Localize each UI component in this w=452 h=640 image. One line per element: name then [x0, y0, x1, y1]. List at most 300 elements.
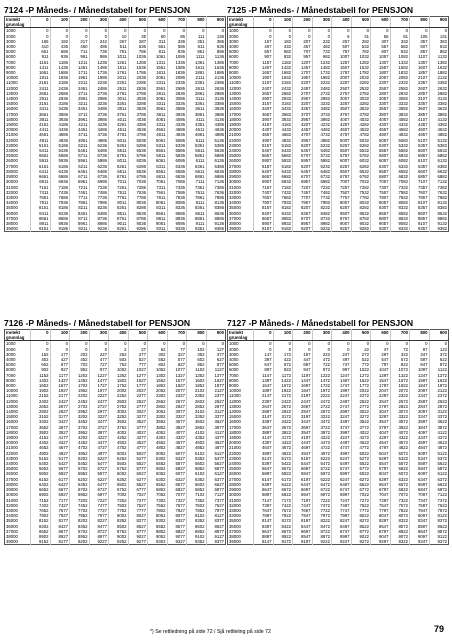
tax-cell: 7777 [128, 508, 148, 513]
tax-cell: 3802 [148, 425, 168, 430]
tax-cell: 397 [254, 357, 274, 362]
tax-cell: 9027 [128, 534, 148, 539]
tax-cell: 2252 [109, 393, 129, 398]
tax-cell: 202 [70, 352, 90, 357]
tax-cell: 4327 [167, 435, 187, 440]
tax-cell: 0 [410, 341, 430, 347]
tax-cell: 586 [167, 44, 187, 49]
tax-cell: 447 [293, 357, 313, 362]
income-cell: 11000 [6, 393, 18, 399]
tax-cell: 7107 [410, 179, 430, 184]
tax-cell: 4727 [89, 445, 109, 450]
income-cell: 1000 [6, 341, 16, 347]
tax-cell: 122 [429, 347, 449, 352]
tax-cell: 4597 [410, 440, 430, 445]
income-cell: 32000 [6, 189, 18, 195]
tax-cell: 7622 [429, 503, 449, 508]
tax-cell: 127 [206, 347, 226, 352]
tax-cell: 5252 [109, 456, 129, 461]
tax-cell: 247 [332, 352, 352, 357]
tax-cell: 6682 [273, 174, 293, 179]
tax-cell: 986 [89, 54, 109, 59]
tax-cell: 6952 [70, 492, 90, 497]
tax-cell: 1982 [312, 75, 332, 80]
tax-cell: 232 [312, 39, 332, 44]
tax-cell: 4972 [312, 451, 332, 456]
tax-cell: 3422 [273, 419, 293, 424]
tax-cell: 3132 [429, 96, 449, 101]
tax-cell: 7252 [109, 498, 129, 503]
tax-cell: 6 [332, 34, 352, 39]
tax-cell: 7577 [167, 503, 187, 508]
tax-cell: 4147 [254, 435, 274, 440]
tax-cell: 777 [128, 362, 148, 367]
tax-cell: 4582 [390, 127, 410, 132]
tax-cell: 7482 [312, 190, 332, 195]
tax-cell: 6186 [50, 164, 70, 169]
tax-cell: 7682 [273, 195, 293, 200]
tax-cell: 1272 [351, 373, 371, 378]
tax-cell: 3522 [351, 419, 371, 424]
tax-cell: 6432 [273, 169, 293, 174]
tax-cell: 6122 [429, 471, 449, 476]
income-cell: 19000 [6, 122, 18, 128]
income-cell: 11000 [229, 80, 241, 86]
income-cell: 21000 [6, 132, 18, 138]
tax-cell: 3102 [187, 409, 207, 414]
tax-cell: 4077 [167, 430, 187, 435]
tax-cell: 7986 [89, 200, 109, 205]
tax-cell: 6482 [312, 169, 332, 174]
tax-cell: 3482 [312, 106, 332, 111]
tax-cell: 3552 [148, 419, 168, 424]
tax-cell: 8672 [273, 529, 293, 534]
tax-cell: 5302 [148, 456, 168, 461]
tax-cell: 3997 [332, 430, 352, 435]
tax-cell: 7182 [273, 185, 293, 190]
tax-cell: 8886 [206, 216, 226, 221]
tax-cell: 8377 [206, 518, 226, 523]
tax-cell: 1197 [293, 373, 313, 378]
tax-cell: 3152 [31, 414, 51, 419]
tax-cell: 1152 [31, 373, 51, 378]
tax-cell: 3536 [128, 106, 148, 111]
income-cell: 8000 [229, 64, 239, 70]
tax-cell: 7302 [148, 498, 168, 503]
tax-cell: 1802 [148, 383, 168, 388]
tax-cell: 8161 [31, 205, 51, 210]
income-cell: 18000 [6, 116, 18, 122]
tax-cell: 7797 [371, 508, 391, 513]
income-cell: 5000 [229, 49, 239, 55]
tax-cell: 8722 [312, 529, 332, 534]
tax-cell: 5061 [148, 138, 168, 143]
tax-cell: 2086 [167, 75, 187, 80]
tax-cell: 4982 [312, 138, 332, 143]
tax-cell: 1136 [206, 54, 226, 59]
tax-cell: 8707 [293, 216, 313, 221]
tax-cell: 3986 [89, 117, 109, 122]
tax-cell: 3682 [273, 112, 293, 117]
tax-cell: 1347 [410, 373, 430, 378]
tax-cell: 8757 [332, 216, 352, 221]
income-cell: 33000 [229, 194, 241, 200]
tax-cell: 5032 [351, 138, 371, 143]
tax-cell: 2052 [148, 388, 168, 393]
tax-cell: 6011 [109, 158, 129, 163]
tax-cell: 3302 [148, 414, 168, 419]
tax-cell: 5707 [293, 153, 313, 158]
income-cell: 38000 [6, 220, 18, 226]
tax-cell: 2797 [371, 404, 391, 409]
header-column: 300 [312, 330, 332, 336]
tax-cell: 822 [390, 362, 410, 367]
tax-cell: 1027 [128, 367, 148, 372]
tax-cell: 2 [109, 347, 129, 352]
tax-cell: 2702 [70, 404, 90, 409]
tax-cell: 5602 [187, 461, 207, 466]
tax-cell: 7336 [167, 185, 187, 190]
tax-cell: 4227 [89, 435, 109, 440]
tax-cell: 3282 [351, 101, 371, 106]
tax-cell: 5522 [351, 461, 371, 466]
tax-cell: 6311 [148, 164, 168, 169]
tax-cell: 3707 [293, 112, 313, 117]
footer-note: *) Se rettledning på side 72 / Sjå rettleiing på side 72 [150, 629, 271, 635]
tax-cell: 6086 [167, 158, 187, 163]
tax-cell: 6711 [70, 174, 90, 179]
tax-cell: 1527 [128, 378, 148, 383]
tax-cell: 297 [371, 352, 391, 357]
tax-cell: 410 [31, 44, 51, 49]
tax-cell: 6832 [390, 174, 410, 179]
header-column: 600 [371, 17, 391, 23]
tax-cell: 72 [390, 347, 410, 352]
tax-cell: 4632 [429, 127, 449, 132]
tax-cell: 4477 [89, 440, 109, 445]
tax-cell: 2897 [254, 409, 274, 414]
tax-cell: 9177 [50, 539, 70, 545]
tax-cell: 1127 [206, 367, 226, 372]
tax-cell: 886 [206, 49, 226, 54]
tax-cell: 4507 [332, 127, 352, 132]
tax-cell: 2552 [148, 399, 168, 404]
tax-cell: 8677 [50, 529, 70, 534]
tax-cell: 1561 [148, 65, 168, 70]
tax-cell: 0 [50, 34, 70, 39]
tax-cell: 7561 [148, 190, 168, 195]
tax-cell: 4322 [390, 435, 410, 440]
tax-cell: 4207 [293, 122, 313, 127]
tax-cell: 7957 [293, 200, 313, 205]
tax-cell: 3786 [128, 112, 148, 117]
tax-cell: 3427 [50, 419, 70, 424]
tax-cell: 177 [50, 352, 70, 357]
tax-cell: 31 [351, 34, 371, 39]
tax-cell: 2611 [187, 86, 207, 91]
tax-cell: 6261 [109, 164, 129, 169]
tax-cell: 3722 [312, 425, 332, 430]
tax-cell: 3747 [332, 425, 352, 430]
tax-cell: 5407 [254, 148, 274, 153]
tax-cell: 1472 [312, 378, 332, 383]
tax-cell: 7522 [351, 503, 371, 508]
tax-cell: 7236 [89, 185, 109, 190]
tax-cell: 2686 [50, 91, 70, 96]
tax-cell: 6786 [128, 174, 148, 179]
tax-cell: 6572 [390, 482, 410, 487]
tax-cell: 8482 [312, 211, 332, 216]
tax-cell: 5982 [312, 158, 332, 163]
tax-cell: 9061 [148, 221, 168, 226]
tax-cell: 9311 [148, 226, 168, 232]
tax-cell: 4422 [273, 440, 293, 445]
tax-cell: 1711 [70, 70, 90, 75]
tax-cell: 8582 [390, 211, 410, 216]
tax-cell: 6382 [429, 164, 449, 169]
income-cell: 13000 [229, 403, 241, 409]
tax-cell: 277 [128, 352, 148, 357]
tax-cell: 1486 [89, 65, 109, 70]
tax-cell: 4177 [50, 435, 70, 440]
tax-cell: 2332 [390, 80, 410, 85]
tax-cell: 1882 [429, 70, 449, 75]
tax-cell: 0 [351, 341, 371, 347]
tax-cell: 8111 [187, 200, 207, 205]
tax-cell: 5447 [293, 461, 313, 466]
tax-cell: 0 [89, 341, 109, 347]
tax-cell: 3407 [254, 106, 274, 111]
income-cell: 35000 [229, 518, 241, 524]
tax-cell: 7297 [371, 498, 391, 503]
tax-cell: 4311 [148, 122, 168, 127]
tax-cell: 4157 [254, 122, 274, 127]
tax-cell: 1952 [70, 388, 90, 393]
tax-cell: 8857 [410, 216, 430, 221]
income-cell: 13000 [6, 90, 18, 96]
tax-cell: 2622 [429, 399, 449, 404]
tax-cell: 8472 [312, 524, 332, 529]
tax-cell: 6677 [50, 487, 70, 492]
tax-cell: 452 [70, 357, 90, 362]
tax-cell: 4082 [390, 117, 410, 122]
tax-cell: 3557 [371, 106, 391, 111]
tax-cell: 6152 [31, 477, 51, 482]
tax-cell: 9161 [31, 226, 51, 232]
tax-cell: 3627 [206, 419, 226, 424]
tax-cell: 8827 [167, 529, 187, 534]
tax-cell: 2697 [293, 404, 313, 409]
tax-cell: 5497 [332, 461, 352, 466]
tax-cell: 5682 [273, 153, 293, 158]
tax-cell: 897 [254, 367, 274, 372]
tax-cell: 6257 [332, 164, 352, 169]
tax-cell: 9007 [332, 221, 352, 226]
header-column: 600 [371, 330, 391, 336]
tax-cell: 3686 [50, 112, 70, 117]
tax-cell: 4652 [31, 445, 51, 450]
tax-cell: 4527 [128, 440, 148, 445]
tax-cell: 1607 [410, 65, 430, 70]
tax-cell: 2172 [273, 393, 293, 398]
tax-cell: 9372 [429, 539, 449, 545]
tax-cell: 6627 [206, 482, 226, 487]
tax-cell: 8947 [293, 534, 313, 539]
tax-cell: 5057 [371, 138, 391, 143]
tax-cell: 3352 [187, 414, 207, 419]
tax-cell: 5586 [167, 148, 187, 153]
tax-cell: 6361 [187, 164, 207, 169]
tax-cell: 6486 [89, 169, 109, 174]
tax-cell: 22 [351, 347, 371, 352]
tax-cell: 2072 [390, 388, 410, 393]
tax-cell: 242 [89, 39, 109, 44]
tax-cell: 557 [371, 44, 391, 49]
tax-cell: 2961 [70, 96, 90, 101]
tax-cell: 2957 [293, 96, 313, 101]
tax-cell: 8902 [31, 534, 51, 539]
income-cell: 28000 [229, 481, 241, 487]
tax-cell: 3922 [273, 430, 293, 435]
tax-cell: 4197 [293, 435, 313, 440]
income-cell: 3000 [6, 351, 16, 357]
tax-cell: 6307 [371, 164, 391, 169]
tax-cell: 7836 [167, 195, 187, 200]
tax-cell: 4332 [390, 122, 410, 127]
tax-cell: 2707 [293, 91, 313, 96]
tax-cell: 3297 [371, 414, 391, 419]
tax-cell: 7127 [206, 492, 226, 497]
tax-cell: 3272 [351, 414, 371, 419]
tax-cell: 5002 [109, 451, 129, 456]
tax-cell: 6582 [390, 169, 410, 174]
tax-cell: 7907 [254, 200, 274, 205]
header-column: 100 [50, 17, 70, 23]
header-column: 900 [206, 330, 226, 336]
income-cell: 27000 [229, 476, 241, 482]
income-cell: 1000 [229, 28, 239, 34]
tax-cell: 6372 [429, 477, 449, 482]
tax-cell: 3486 [89, 106, 109, 111]
tax-cell: 2822 [390, 404, 410, 409]
tax-cell: 4407 [254, 127, 274, 132]
tax-cell: 1161 [31, 60, 51, 65]
tax-cell: 7447 [293, 503, 313, 508]
tax-cell: 8732 [312, 216, 332, 221]
tax-cell: 2761 [109, 91, 129, 96]
table-title: 7124 -P Måneds- / Månedstabell for PENSJON [4, 5, 191, 15]
income-cell: 33000 [229, 507, 241, 513]
income-cell: 15000 [6, 414, 18, 420]
tax-cell: 6932 [273, 179, 293, 184]
tax-cell: 3032 [351, 96, 371, 101]
tax-cell: 636 [206, 44, 226, 49]
tax-cell: 1357 [410, 60, 430, 65]
tax-cell: 5152 [31, 456, 51, 461]
tax-cell: 197 [293, 352, 313, 357]
tax-cell: 2722 [312, 404, 332, 409]
tax-cell: 5711 [70, 153, 90, 158]
tax-cell: 9347 [410, 539, 430, 545]
tax-cell: 1377 [206, 373, 226, 378]
tax-cell: 4852 [187, 445, 207, 450]
tax-cell: 2586 [167, 86, 187, 91]
header-column: 800 [410, 330, 430, 336]
tax-cell: 5752 [109, 466, 129, 471]
tax-cell: 4836 [167, 132, 187, 137]
table-row [228, 226, 449, 232]
tax-cell: 2247 [332, 393, 352, 398]
tax-cell: 6077 [167, 471, 187, 476]
income-cell: 9000 [6, 383, 16, 389]
tax-cell: 2927 [50, 409, 70, 414]
tax-cell: 8797 [371, 529, 391, 534]
tax-cell: 657 [254, 49, 274, 54]
tax-cell: 3532 [351, 106, 371, 111]
tax-cell: 5477 [89, 461, 109, 466]
tax-cell: 4947 [293, 451, 313, 456]
header-column: 400 [332, 17, 352, 23]
tax-cell: 8007 [332, 200, 352, 205]
tax-cell: 6757 [332, 174, 352, 179]
tax-cell: 8461 [70, 211, 90, 216]
tax-cell: 2422 [273, 399, 293, 404]
tax-cell: 4247 [332, 435, 352, 440]
tax-cell: 7786 [128, 195, 148, 200]
page-number: 79 [433, 624, 444, 634]
tax-cell: 6802 [148, 487, 168, 492]
tax-cell: 6536 [128, 169, 148, 174]
tax-cell: 6052 [148, 471, 168, 476]
tax-cell: 4997 [332, 451, 352, 456]
tax-cell: 847 [410, 362, 430, 367]
tax-cell: 5297 [371, 456, 391, 461]
tax-cell: 7272 [351, 498, 371, 503]
tax-cell: 2836 [167, 91, 187, 96]
tax-cell: 4347 [410, 435, 430, 440]
tax-cell: 5502 [109, 461, 129, 466]
tax-cell: 4336 [167, 122, 187, 127]
tax-cell: 372 [429, 352, 449, 357]
tax-cell: 5097 [410, 451, 430, 456]
tax-cell: 2947 [293, 409, 313, 414]
tax-cell: 7811 [148, 195, 168, 200]
tax-cell: 9186 [50, 226, 70, 232]
tax-cell: 5702 [70, 466, 90, 471]
income-cell: 18000 [229, 116, 241, 122]
tax-cell: 5727 [89, 466, 109, 471]
tax-cell: 3127 [206, 409, 226, 414]
tax-cell: 5077 [167, 451, 187, 456]
tax-cell: 757 [332, 49, 352, 54]
income-cell: 31000 [6, 497, 18, 503]
tax-cell: 1427 [50, 378, 70, 383]
tax-cell: 2002 [109, 388, 129, 393]
tax-cell: 3086 [167, 96, 187, 101]
tax-cell: 577 [167, 357, 187, 362]
tax-cell: 4657 [254, 132, 274, 137]
tax-cell: 9332 [390, 226, 410, 232]
tax-cell: 4027 [128, 430, 148, 435]
tax-cell: 1177 [50, 373, 70, 378]
tax-cell: 7536 [128, 190, 148, 195]
tax-cell: 2097 [410, 388, 430, 393]
tax-cell: 1602 [187, 378, 207, 383]
tax-cell: 3207 [293, 101, 313, 106]
tax-cell: 6861 [187, 174, 207, 179]
tax-cell: 3797 [371, 425, 391, 430]
tax-cell: 1622 [429, 378, 449, 383]
